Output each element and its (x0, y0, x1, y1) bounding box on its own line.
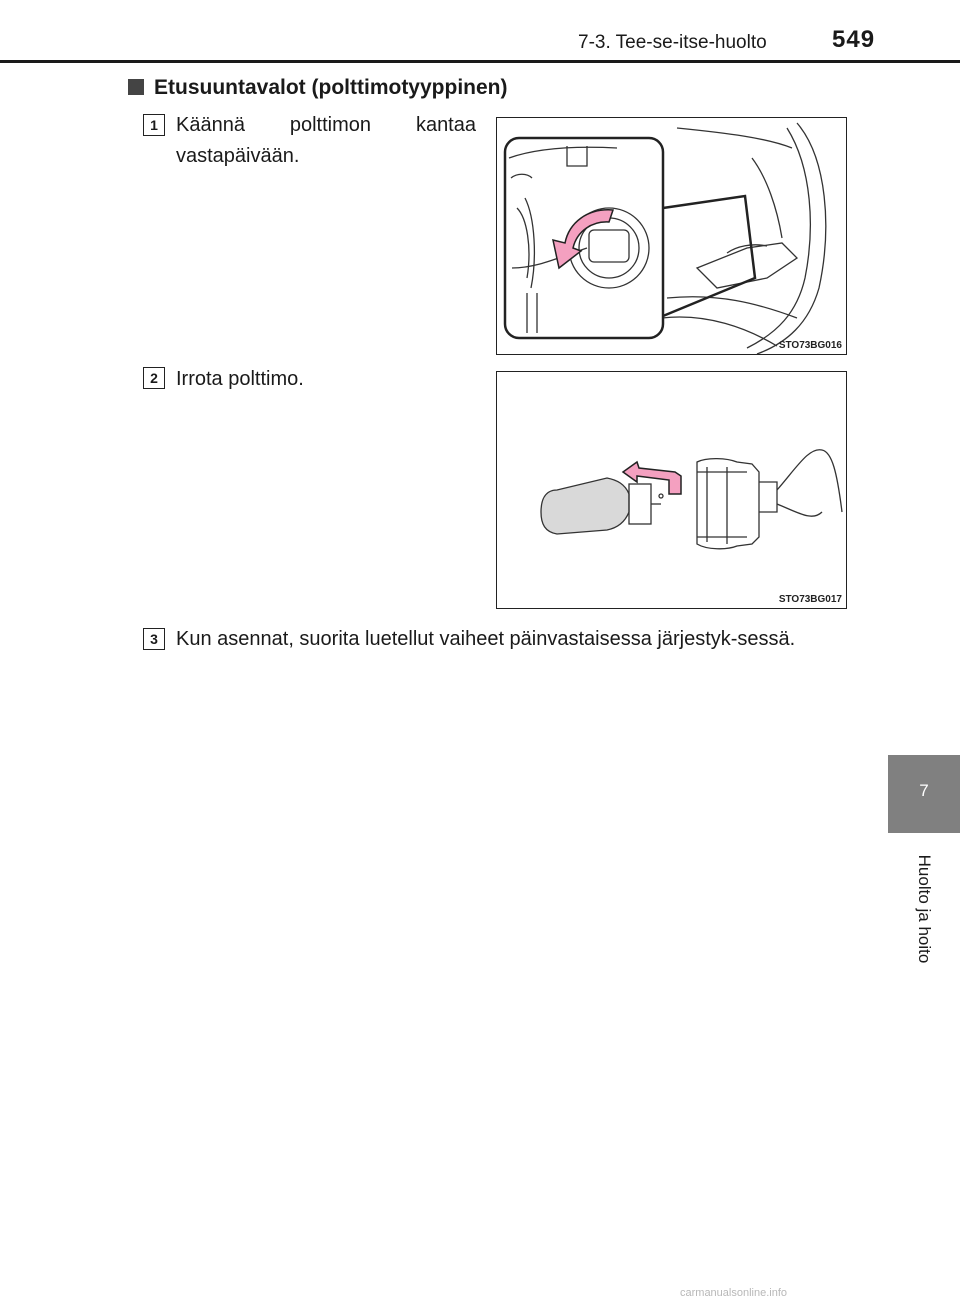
step-2-number: 2 (143, 367, 165, 389)
step-1-text (176, 110, 476, 172)
figure-2-code: STO73BG017 (778, 594, 842, 605)
step-1-text-line2: vastapäivään. (176, 145, 300, 167)
section-heading-text: Etusuuntavalot (polttimotyyppinen) (154, 76, 508, 99)
step-3-text: Kun asennat, suorita luetellut vaiheet päinvastaisessa järjestyk-sessä. (176, 628, 796, 650)
step-3-number: 3 (143, 628, 165, 650)
page-number: 549 (832, 26, 876, 53)
bulb-illustration (497, 372, 846, 608)
step-1-text-line1: Käännä polttimon kantaa (176, 114, 476, 136)
chapter-tab-strip (888, 833, 960, 985)
watermark: carmanualsonline.info (680, 1287, 788, 1299)
section-heading (128, 76, 507, 100)
headlight-illustration (497, 118, 846, 354)
chapter-tab-number: 7 (919, 781, 929, 800)
step-1-number: 1 (143, 114, 165, 136)
figure-1-code: STO73BG016 (778, 340, 842, 351)
chapter-tab-label: Huolto ja hoito (915, 854, 934, 964)
header-divider (0, 60, 960, 63)
figure-bulb-socket-rotate (496, 117, 847, 355)
chapter-tab (888, 755, 960, 833)
step-2-text: Irrota polttimo. (176, 368, 304, 390)
square-bullet-icon (128, 79, 144, 95)
figure-bulb-removal (496, 371, 847, 609)
chapter-section-title: 7-3. Tee-se-itse-huolto (578, 32, 767, 53)
